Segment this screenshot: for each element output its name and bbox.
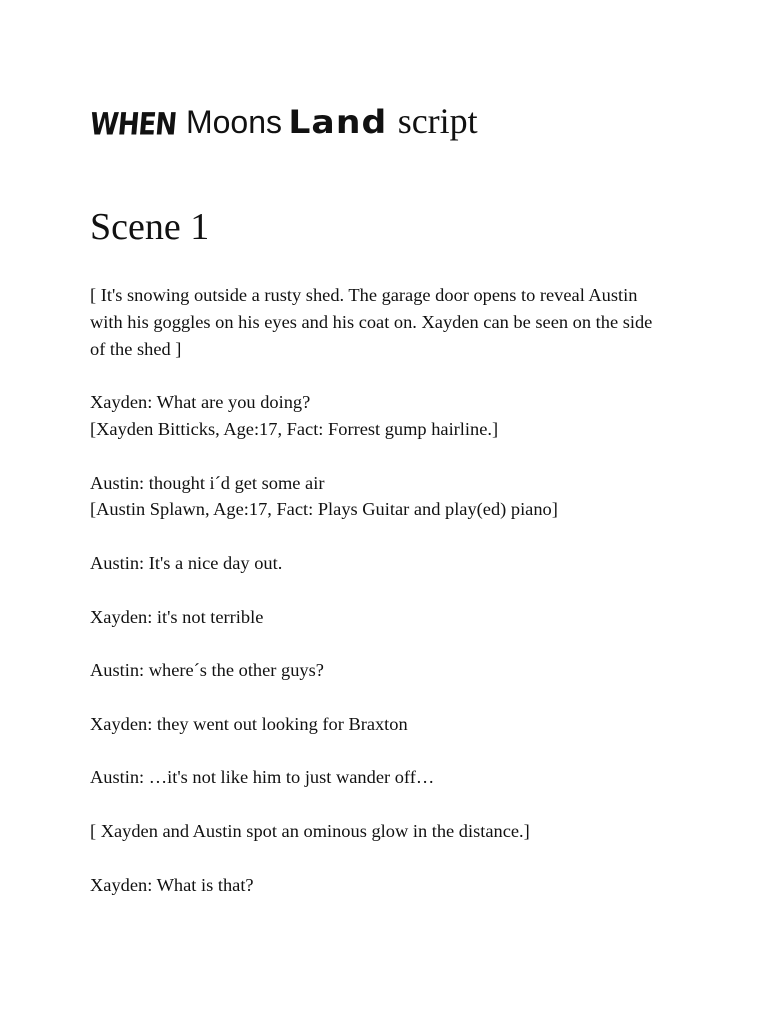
- text-line: with his goggles on his eyes and his coat on. Xayden can be seen on the side: [90, 311, 653, 332]
- dialogue-line: Austin: …it's not like him to just wander off…: [90, 767, 435, 788]
- dialogue-block: [90, 657, 690, 684]
- text-line: [ Xayden and Austin spot an ominous glow in the distance.]: [90, 820, 530, 841]
- dialogue-block: [90, 550, 690, 577]
- title-word-moons: Moons: [185, 104, 283, 140]
- dialogue-block: [90, 764, 690, 791]
- character-note: [Austin Splawn, Age:17, Fact: Plays Guitar and play(ed) piano]: [90, 499, 558, 520]
- dialogue-line: Austin: thought i´d get some air: [90, 472, 325, 493]
- dialogue-line: Austin: where´s the other guys?: [90, 660, 324, 681]
- dialogue-block: [90, 711, 690, 738]
- dialogue-block: [90, 872, 690, 899]
- stage-direction: [90, 818, 690, 845]
- title-word-when: WHEN: [88, 107, 178, 143]
- text-line: [ It's snowing outside a rusty shed. The garage door opens to reveal Austin: [90, 285, 638, 305]
- dialogue-line: Xayden: they went out looking for Braxton: [90, 713, 408, 734]
- dialogue-line: Xayden: What is that?: [90, 874, 254, 895]
- dialogue-line: Xayden: What are you doing?: [90, 392, 311, 413]
- document-title: [90, 96, 478, 146]
- dialogue-block: [90, 470, 690, 524]
- stage-direction: [90, 282, 690, 362]
- dialogue-line: Austin: It's a nice day out.: [90, 552, 283, 573]
- script-body: [90, 282, 690, 925]
- title-word-script: script: [397, 101, 478, 141]
- text-line: of the shed ]: [90, 338, 182, 359]
- dialogue-line: Xayden: it's not terrible: [90, 606, 264, 627]
- title-word-land: Land: [288, 103, 388, 141]
- scene-heading: Scene 1: [90, 206, 210, 248]
- character-note: [Xayden Bitticks, Age:17, Fact: Forrest gump hairline.]: [90, 418, 499, 439]
- dialogue-block: [90, 389, 690, 443]
- dialogue-block: [90, 604, 690, 631]
